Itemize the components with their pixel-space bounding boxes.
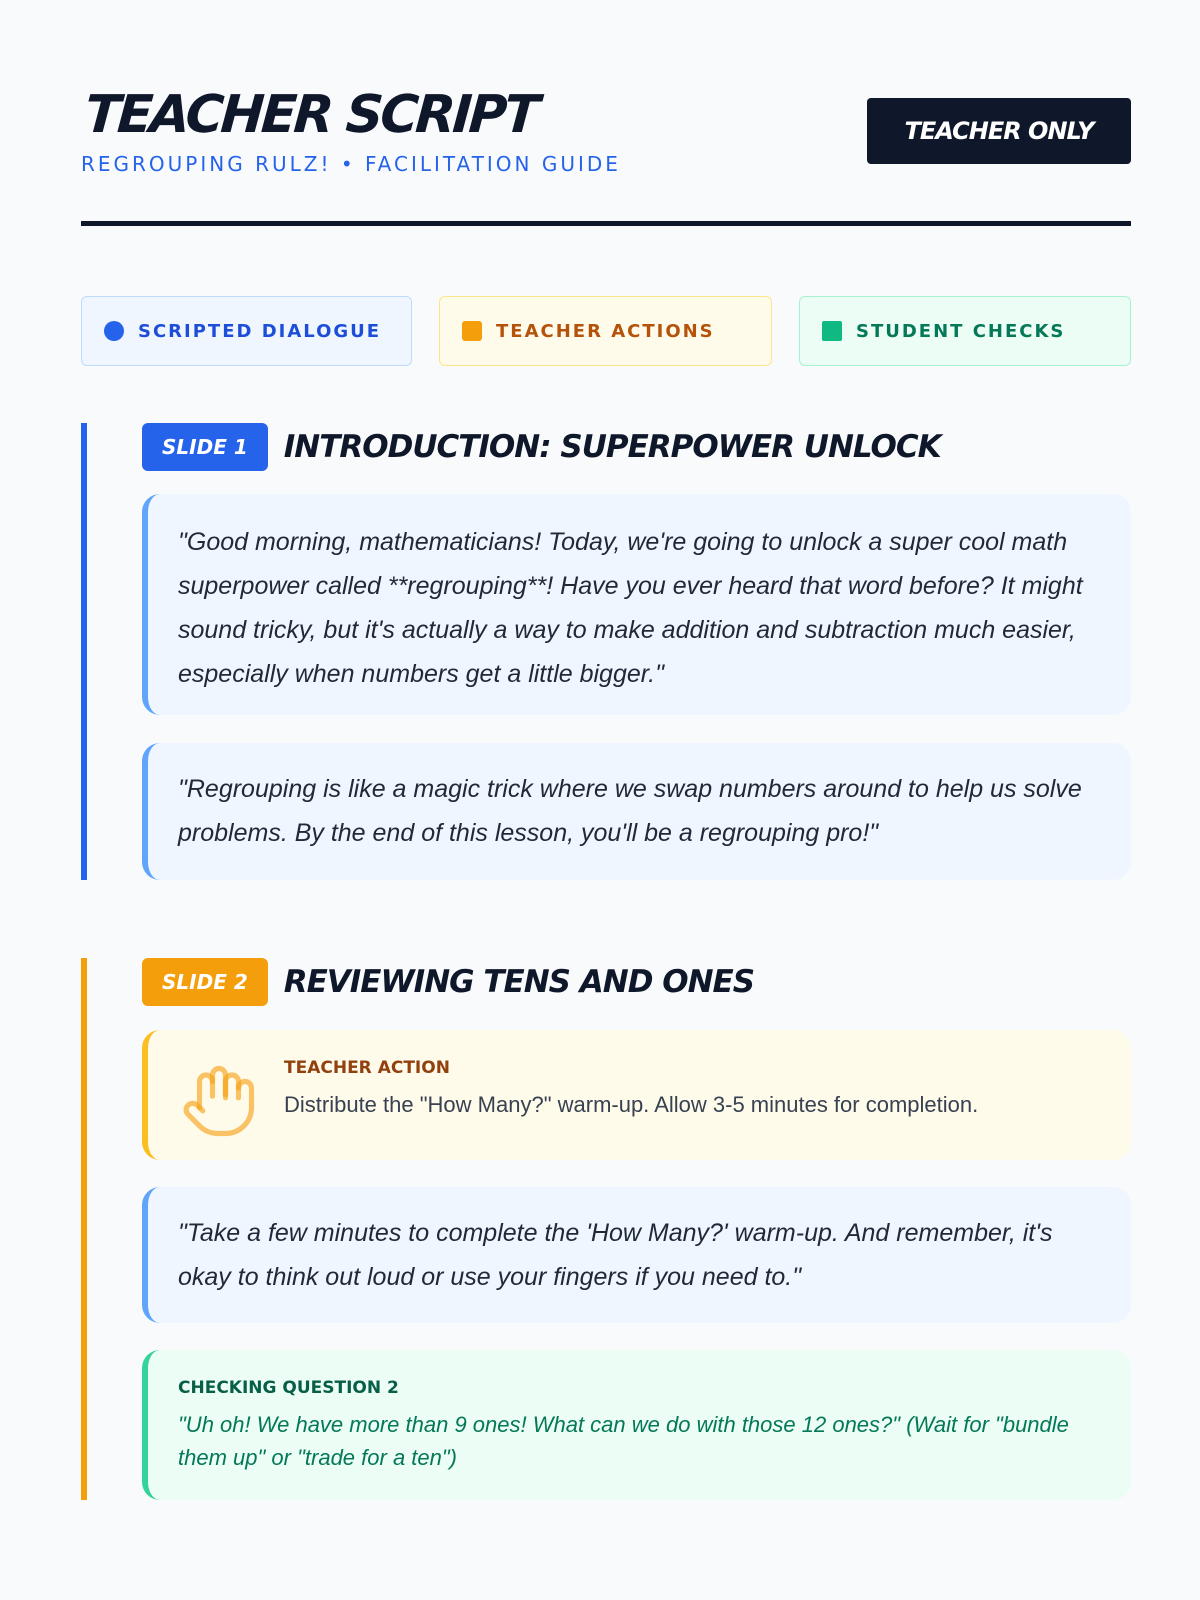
slide-2-header	[142, 958, 754, 1006]
legend	[81, 296, 1131, 366]
legend-checks-label: STUDENT CHECKS	[856, 320, 1066, 342]
check-question-label: CHECKING QUESTION 2	[178, 1378, 399, 1398]
dialogue-dot-icon	[104, 321, 124, 341]
slide-2-section	[81, 958, 1131, 1500]
slide-2-pill: SLIDE 2	[142, 958, 268, 1006]
teacher-action-text: Distribute the "How Many?" warm-up. Allow 3-5 minutes for completion.	[284, 1092, 979, 1117]
teacher-action-card	[142, 1030, 1131, 1160]
legend-dialogue	[81, 296, 412, 366]
dialogue-card	[142, 1187, 1131, 1323]
dialogue-card	[142, 494, 1131, 715]
page-subtitle: REGROUPING RULZ! • FACILITATION GUIDE	[81, 152, 621, 176]
student-check-card	[142, 1350, 1131, 1500]
header-divider	[81, 221, 1131, 226]
page-header	[81, 84, 1131, 184]
legend-actions-label: TEACHER ACTIONS	[496, 320, 715, 342]
slide-1-header	[142, 423, 941, 471]
section-accent-bar	[81, 423, 87, 880]
dialogue-text: "Regrouping is like a magic trick where we swap numbers around to help us solve problems. By the end of this lesson, you'll be a regrouping pro!"	[178, 775, 1082, 847]
legend-dialogue-label: SCRIPTED DIALOGUE	[138, 320, 382, 342]
dialogue-text: "Good morning, mathematicians! Today, we're going to unlock a super cool math superpower called **regrouping**! Have you ever heard that word before? It might sound tricky, but it's actually a way to make addition and subtraction much easier, especially when numbers get a little bigger."	[178, 528, 1083, 688]
hand-icon	[180, 1062, 258, 1140]
teacher-only-badge: TEACHER ONLY	[867, 98, 1131, 164]
checks-square-icon	[822, 321, 842, 341]
page-title: TEACHER SCRIPT	[82, 85, 539, 145]
check-question-text: "Uh oh! We have more than 9 ones! What can we do with those 12 ones?" (Wait for "bundle them up" or "trade for a ten")	[178, 1412, 1069, 1470]
teacher-action-label: TEACHER ACTION	[284, 1058, 450, 1078]
section-accent-bar	[81, 958, 87, 1500]
slide-1-pill: SLIDE 1	[142, 423, 268, 471]
slide-2-title: REVIEWING TENS AND ONES	[283, 964, 755, 1000]
dialogue-text: "Take a few minutes to complete the 'How Many?' warm-up. And remember, it's okay to think out loud or use your fingers if you need to."	[178, 1219, 1053, 1291]
dialogue-card	[142, 743, 1131, 880]
actions-square-icon	[462, 321, 482, 341]
legend-actions	[439, 296, 772, 366]
slide-1-section	[81, 423, 1131, 880]
legend-checks	[799, 296, 1131, 366]
slide-1-title: INTRODUCTION: SUPERPOWER UNLOCK	[283, 429, 941, 465]
